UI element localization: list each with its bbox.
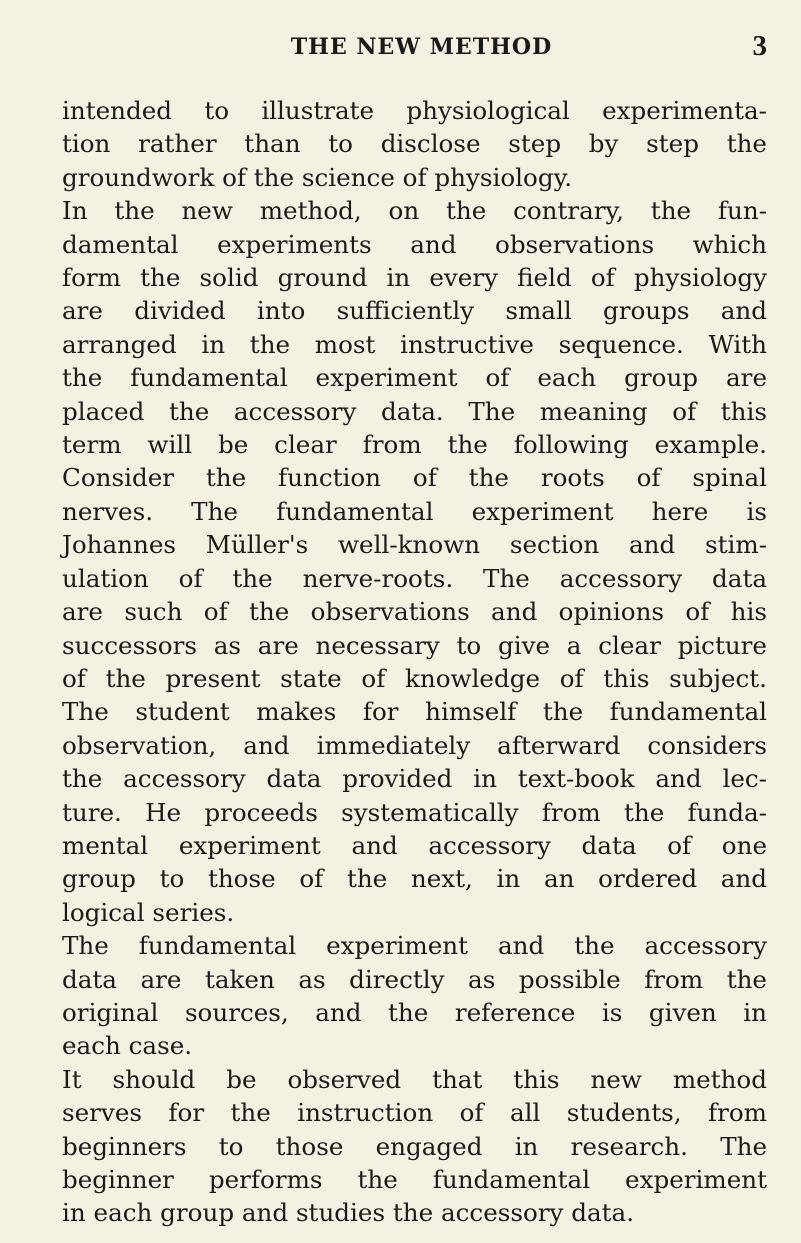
text-line: In the new method, on the contrary, the fun- xyxy=(62,196,767,226)
body-text xyxy=(62,94,767,1230)
text-line: tion rather than to disclose step by step the xyxy=(62,129,767,159)
text-line: Consider the function of the roots of spinal xyxy=(62,463,767,493)
text-line: each case. xyxy=(62,1031,193,1061)
running-head xyxy=(62,30,767,70)
text-line: ulation of the nerve-roots. The accessory data xyxy=(62,563,767,593)
text-line: placed the accessory data. The meaning of this xyxy=(62,396,767,426)
text-line: groundwork of the science of physiology. xyxy=(62,162,573,192)
text-line: beginner performs the fundamental experiment xyxy=(62,1165,767,1194)
text-line: mental experiment and accessory data of one xyxy=(62,830,767,860)
text-line: data are taken as directly as possible from the xyxy=(62,964,767,994)
text-line: arranged in the most instructive sequence. With xyxy=(62,329,767,359)
text-line: ture. He proceeds systematically from the funda- xyxy=(62,797,767,827)
text-line: nerves. The fundamental experiment here is xyxy=(62,496,767,526)
text-line: logical series. xyxy=(62,897,235,927)
text-line: of the present state of knowledge of this subject. xyxy=(62,663,767,693)
text-line: are divided into sufficiently small groups and xyxy=(62,296,767,326)
text-line: The fundamental experiment and the accessory xyxy=(62,931,767,961)
running-title: THE NEW METHOD xyxy=(290,34,553,60)
text-line: successors as are necessary to give a clear picture xyxy=(62,630,767,660)
text-line: the accessory data provided in text-book and lec- xyxy=(62,764,767,794)
text-line: beginners to those engaged in research. The xyxy=(62,1131,767,1161)
text-line: original sources, and the reference is given in xyxy=(62,997,767,1027)
text-line: term will be clear from the following example. xyxy=(62,430,767,460)
paragraph-1 xyxy=(62,94,767,194)
paragraph-4 xyxy=(62,1063,767,1230)
page-number: 3 xyxy=(752,30,767,62)
text-line: intended to illustrate physiological experimenta- xyxy=(62,96,767,125)
text-line: group to those of the next, in an ordered and xyxy=(62,864,767,894)
paragraph-2 xyxy=(62,194,767,929)
text-line: damental experiments and observations which xyxy=(62,229,767,259)
text-line: are such of the observations and opinions of his xyxy=(62,597,767,627)
paragraph-3 xyxy=(62,929,767,1063)
text-line: serves for the instruction of all students, from xyxy=(62,1098,767,1128)
text-line: observation, and immediately afterward considers xyxy=(62,730,767,760)
text-line: form the solid ground in every field of physiology xyxy=(62,263,767,293)
text-line: It should be observed that this new method xyxy=(62,1064,767,1094)
text-line: in each group and studies the accessory data. xyxy=(62,1198,635,1228)
text-line: The student makes for himself the fundamental xyxy=(62,697,767,727)
text-line: Johannes Müller's well-known section and stim- xyxy=(62,530,767,560)
text-line: the fundamental experiment of each group are xyxy=(62,363,767,393)
